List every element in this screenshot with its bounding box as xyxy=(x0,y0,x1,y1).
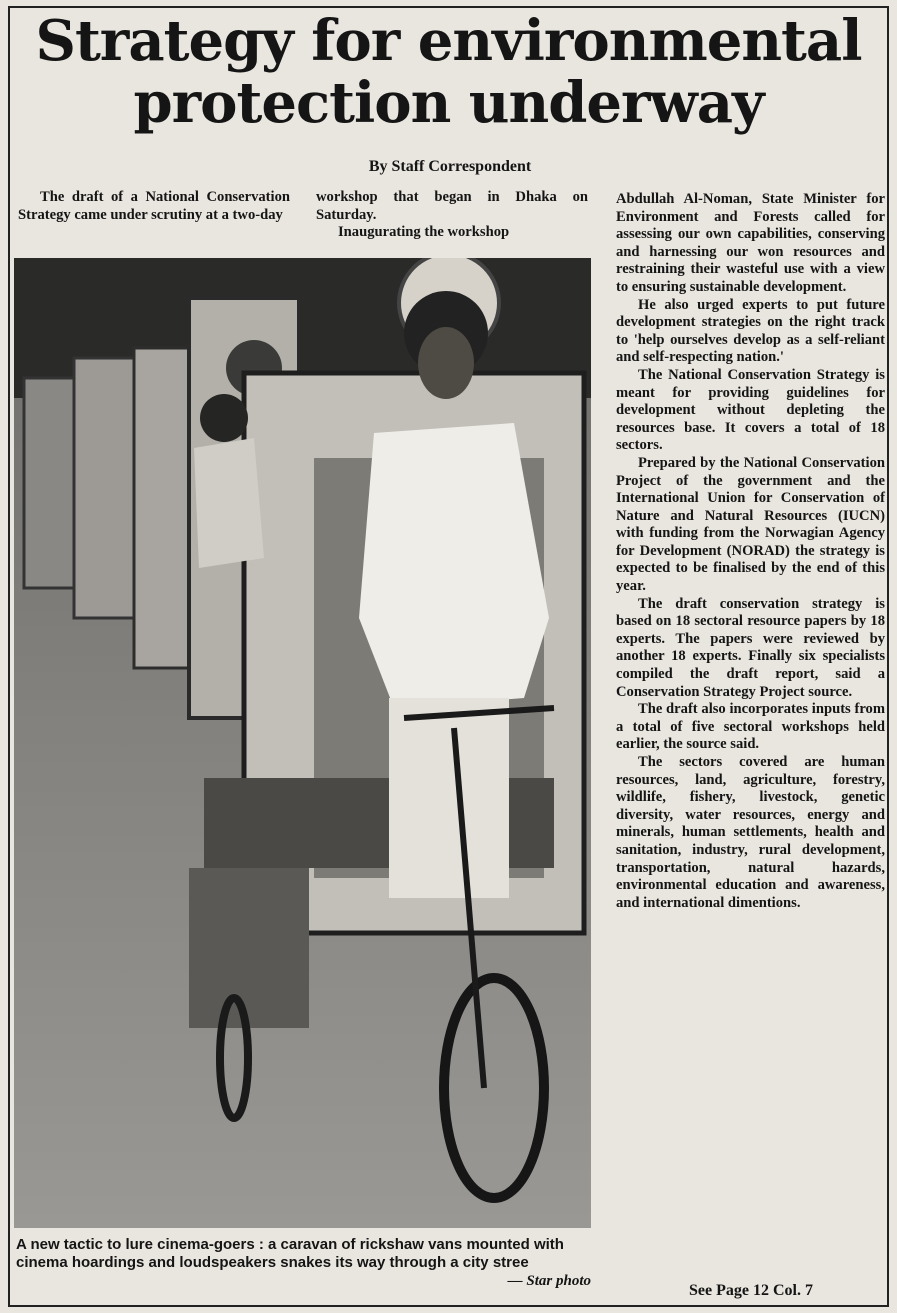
photo-caption xyxy=(16,1236,591,1290)
paragraph: The National Conservation Strategy is meant for providing guidelines for development without depleting the resources base. It covers a total of 18 sectors. xyxy=(616,366,885,454)
column-2 xyxy=(316,189,588,242)
photo-credit: — Star photo xyxy=(507,1273,591,1289)
paragraph: Inaugurating the workshop xyxy=(338,224,510,241)
paragraph: The draft also incorporates inputs from a total of five sectoral workshops held earlier, the source said. xyxy=(616,701,885,753)
column-3 xyxy=(616,191,885,912)
paragraph: The draft conservation strategy is based on 18 sectoral resource papers by 18 experts. The papers were reviewed by another 18 experts. Finally six specialists compiled the draft report, said a Conservation Strategy Project source. xyxy=(616,595,885,700)
paragraph: The draft of a National Conservation Strategy came under scrutiny at a two-day xyxy=(18,189,290,223)
paragraph: The sectors covered are human resources, land, agriculture, forestry, wildlife, fishery, livestock, genetic diversity, water resources, energy and minerals, human settlements, health and sanitation, industry, rural development, transportation, natural hazards, environmental education and awareness, and international dimentions. xyxy=(616,754,885,911)
paragraph: Abdullah Al-Noman, State Minister for Environment and Forests called for assessing our own capabilities, conserving and harnessing our won resources and restraining their wasteful use with a view to ensuring sustainable development. xyxy=(616,191,885,295)
byline: By Staff Correspondent xyxy=(368,158,532,175)
news-photo xyxy=(14,258,591,1228)
paragraph: workshop that began in Dhaka on Saturday. xyxy=(316,189,588,223)
rickshaw-caravan-photo xyxy=(14,258,591,1228)
headline-line-2: protection underway xyxy=(133,70,764,136)
headline-line-1: Strategy for environmental xyxy=(35,8,862,74)
headline xyxy=(14,10,883,134)
continuation-note: See Page 12 Col. 7 xyxy=(689,1282,813,1299)
paragraph: He also urged experts to put future development strategies on the right track to 'help ourselves develop as a self-reliant and self-respecting nation.' xyxy=(616,296,885,366)
paragraph: Prepared by the National Conservation Project of the government and the International Union for Conservation of Nature and Natural Resources (IUCN) with funding from the Norwagian Agency for Development (NORAD) the strategy is expected to be finalised by the end of this year. xyxy=(616,454,885,595)
caption-text: A new tactic to lure cinema-goers : a caravan of rickshaw vans mounted with cinema hoardings and loudspeakers snakes its way through a city stree xyxy=(16,1236,564,1271)
column-1 xyxy=(18,189,290,224)
